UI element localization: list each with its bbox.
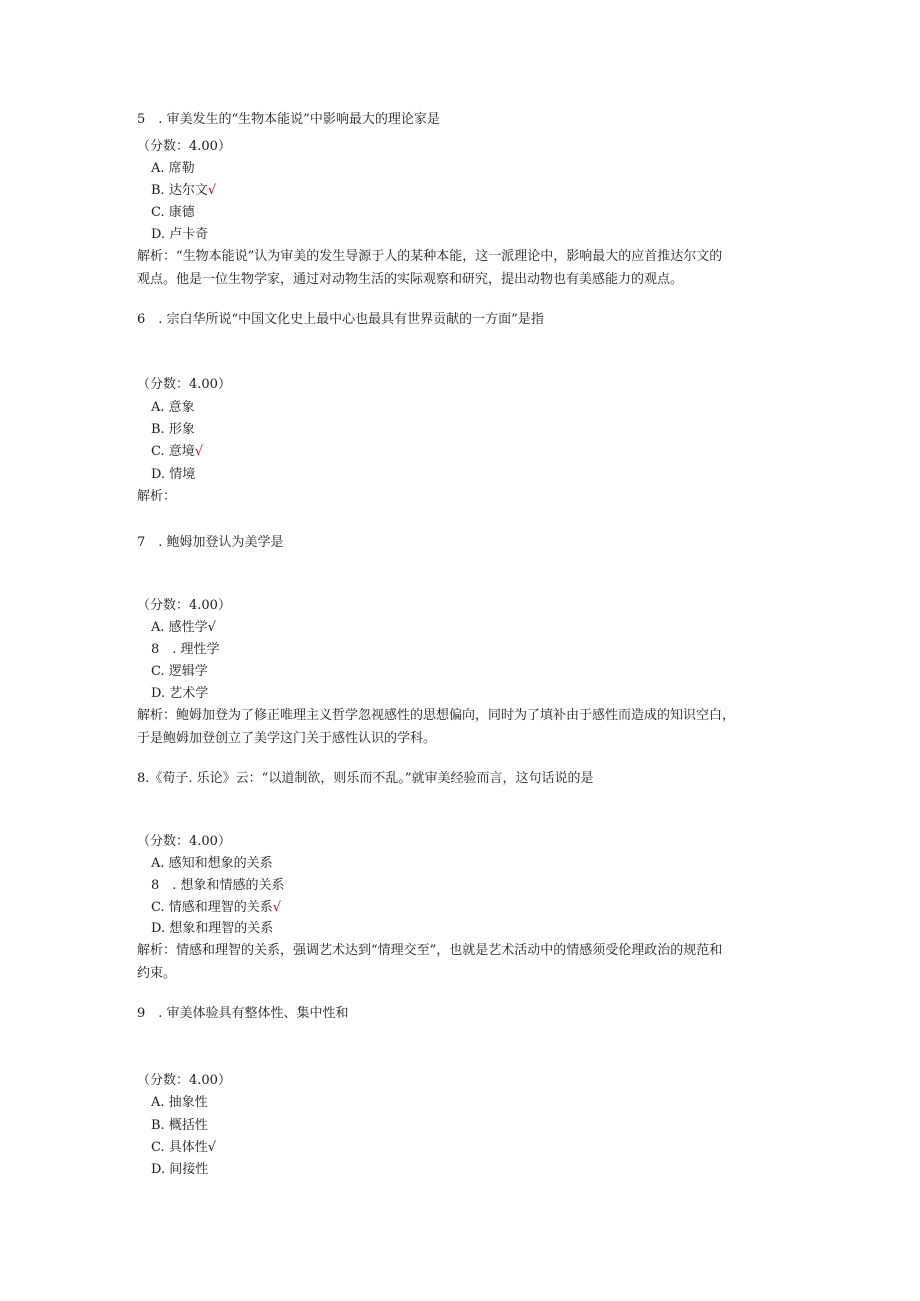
question-9-stem: 9 . 审美体验具有整体性、集中性和 xyxy=(137,1006,349,1021)
option-label: A. 感性学 xyxy=(151,620,208,635)
question-5-analysis-line-2: 观点。他是一位生物学家，通过对动物生活的实际观察和研究，提出动物也有美感能力的观点。 xyxy=(137,272,684,287)
question-5-option-c xyxy=(151,204,195,222)
question-7-score: （分数：4.00） xyxy=(137,598,231,613)
question-8-analysis-line-2: 约束。 xyxy=(137,966,177,981)
option-label: C. 意境 xyxy=(151,444,195,459)
question-5-score: （分数：4.00） xyxy=(137,139,231,154)
question-6-option-c xyxy=(151,443,203,461)
correct-check-icon: √ xyxy=(207,1140,217,1155)
option-label: 8 . 想象和情感的关系 xyxy=(151,878,285,893)
question-9-option-b xyxy=(151,1117,208,1135)
question-5-stem: 5 . 审美发生的“生物本能说”中影响最大的理论家是 xyxy=(137,112,440,127)
question-7-option-c xyxy=(151,663,208,681)
question-7-option-b xyxy=(151,641,220,659)
option-label: C. 具体性 xyxy=(151,1140,208,1155)
option-label: C. 康德 xyxy=(151,205,195,220)
question-7-option-d xyxy=(151,685,208,703)
option-label: A. 席勒 xyxy=(151,161,195,176)
option-label: A. 感知和想象的关系 xyxy=(151,856,273,871)
question-8-score: （分数：4.00） xyxy=(137,834,231,849)
question-6-option-b xyxy=(151,421,195,439)
option-label: C. 情感和理智的关系 xyxy=(151,900,273,915)
question-7-analysis-line-2: 于是鲍姆加登创立了美学这门关于感性认识的学科。 xyxy=(137,731,437,746)
question-6-option-d xyxy=(151,466,195,484)
correct-check-icon: √ xyxy=(207,183,217,198)
question-8-option-a xyxy=(151,855,273,873)
question-9-option-d xyxy=(151,1161,208,1179)
question-7-analysis-line-1: 解析：鲍姆加登为了修正唯理主义哲学忽视感性的思想偏向，同时为了填补由于感性而造成的知识空白， xyxy=(137,708,736,723)
question-5-option-d xyxy=(151,226,208,244)
correct-check-icon: √ xyxy=(207,620,216,635)
option-label: B. 达尔文 xyxy=(151,183,208,198)
question-7-option-a xyxy=(151,619,216,637)
question-8-stem: 8.《荀子. 乐论》云：“以道制欲，则乐而不乱。”就审美经验而言，这句话说的是 xyxy=(137,771,594,786)
correct-check-icon: √ xyxy=(272,900,282,915)
option-label: D. 艺术学 xyxy=(151,686,209,701)
option-label: 8 . 理性学 xyxy=(151,642,220,657)
option-label: D. 想象和理智的关系 xyxy=(151,921,274,936)
option-label: B. 概括性 xyxy=(151,1118,208,1133)
question-8-option-b xyxy=(151,877,285,895)
option-label: A. 意象 xyxy=(151,400,195,415)
option-label: D. 情境 xyxy=(151,467,196,482)
option-label: B. 形象 xyxy=(151,422,195,437)
question-5-analysis-line-1: 解析：“生物本能说”认为审美的发生导源于人的某种本能，这一派理论中，影响最大的应首推达尔文的 xyxy=(137,249,723,264)
option-label: A. 抽象性 xyxy=(151,1095,208,1110)
question-9-score: （分数：4.00） xyxy=(137,1073,231,1088)
question-9-option-a xyxy=(151,1094,208,1112)
question-6-analysis-line-1: 解析： xyxy=(137,489,177,504)
option-label: D. 间接性 xyxy=(151,1162,209,1177)
question-5-option-a xyxy=(151,160,195,178)
question-7-stem: 7 . 鲍姆加登认为美学是 xyxy=(137,535,284,550)
question-8-option-c xyxy=(151,899,281,917)
option-label: D. 卢卡奇 xyxy=(151,227,209,242)
question-6-option-a xyxy=(151,399,195,417)
question-9-option-c xyxy=(151,1139,216,1157)
option-label: C. 逻辑学 xyxy=(151,664,208,679)
question-6-score: （分数：4.00） xyxy=(137,377,231,392)
question-5-option-b xyxy=(151,182,216,200)
question-6-stem: 6 . 宗白华所说“中国文化史上最中心也最具有世界贡献的一方面”是指 xyxy=(137,312,544,327)
correct-check-icon: √ xyxy=(194,444,204,459)
question-8-option-d xyxy=(151,920,273,938)
question-8-analysis-line-1: 解析：情感和理智的关系，强调艺术达到“情理交至”，也就是艺术活动中的情感须受伦理政治的规范和 xyxy=(137,943,723,958)
